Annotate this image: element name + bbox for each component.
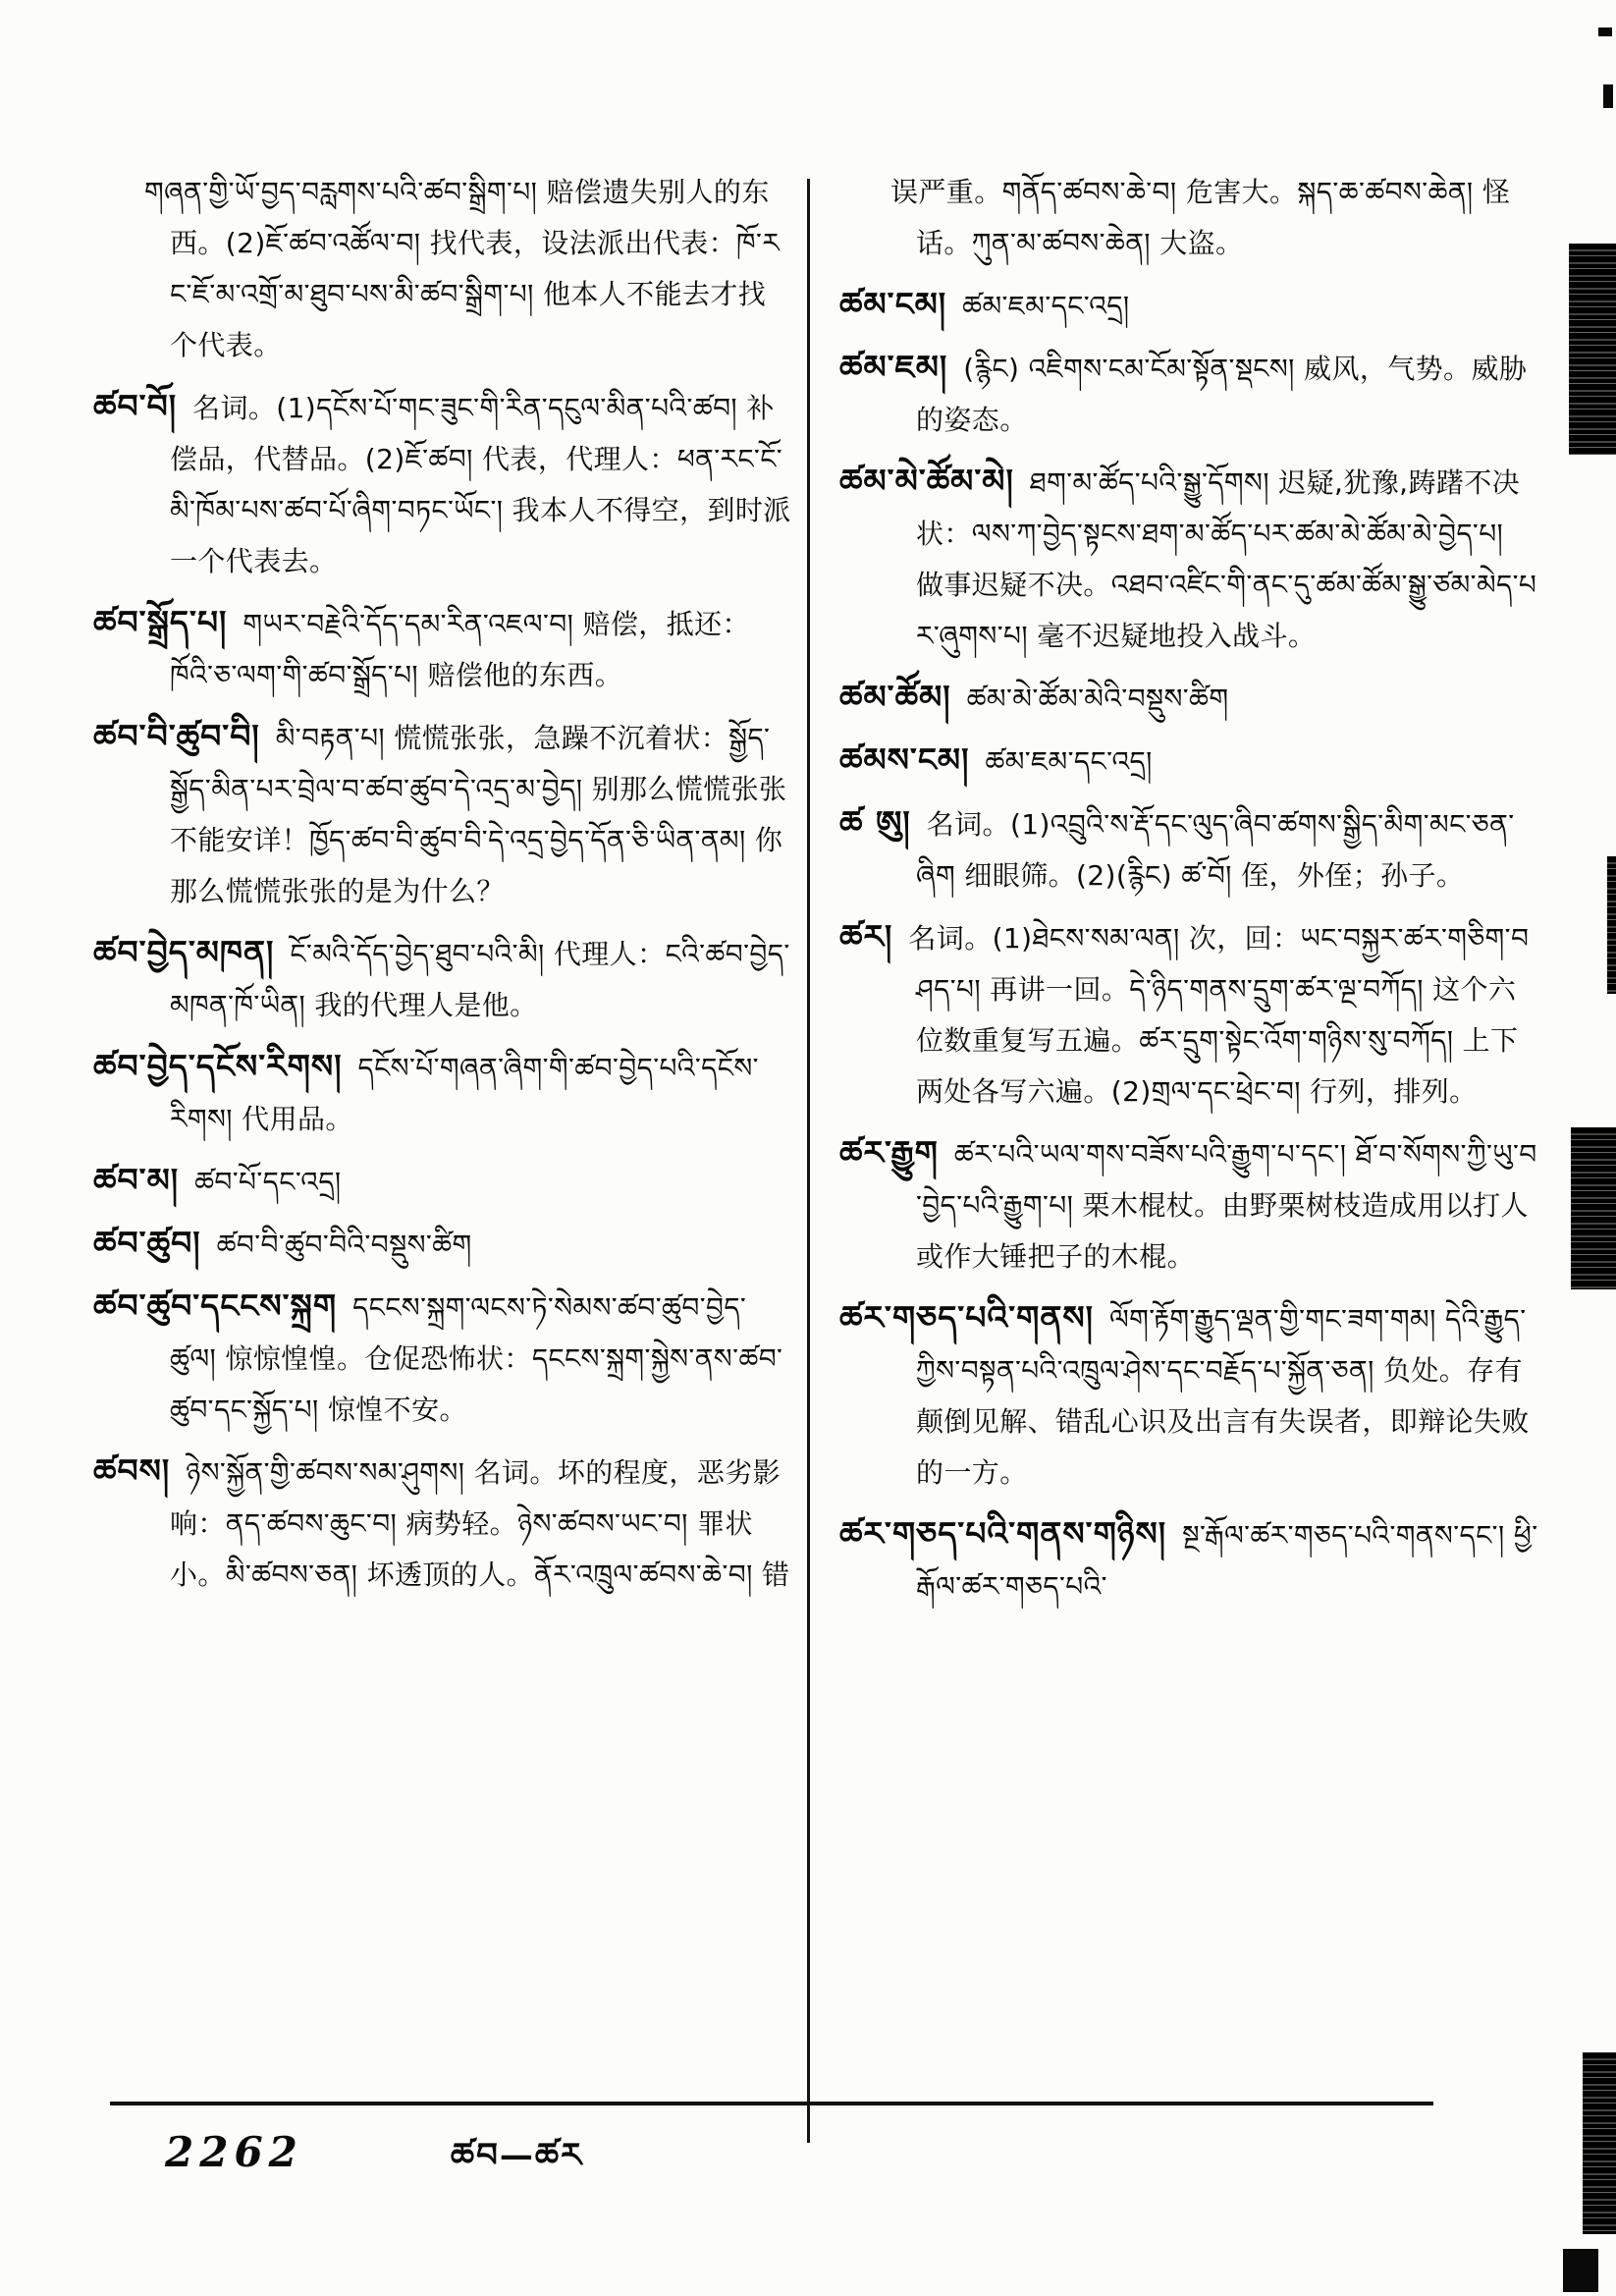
dictionary-entry	[93, 1446, 792, 1601]
entry-headword: ཚར་གཅད་པའི་གནས་གཉིས།	[839, 1514, 1167, 1553]
dictionary-entry	[839, 797, 1538, 902]
dictionary-entry	[93, 1281, 792, 1436]
entry-body: གཡར་བརྗེའི་དོད་དམ་རིན་འཇལ་བ། 赔偿，抵还：ཁོའི་ཅ་ལག་གི་ཚབ་སྒྲོད་པ། 赔偿他的东西。	[170, 608, 750, 691]
entry-headword: ཚབ་བྱེད་དངོས་རིགས།	[93, 1047, 343, 1085]
entry-body: ཐག་མ་ཚོད་པའི་སྒྱུ་དོགས། 迟疑,犹豫,踌躇不决状：ལས་ཀ་བྱེད་སྟངས་ཐག་མ་ཚོད་པར་ཚམ་མེ་ཚོམ་མེ་བྱེད་པ། 做事迟疑不决。འཐབ་འཛིང་གི་ནང་དུ་ཚམ་ཚོམ་སྒྱུ་ཙམ་མེད་པར་ཞུགས་པ། 毫不迟疑地投入战斗。	[916, 466, 1537, 652]
entry-body: ཚར་པའི་ཡལ་གས་བཟོས་པའི་རྒྱུག་པ་དང་། ཐོ་བ་སོགས་ཀྱི་ཡུ་བ་བྱེད་པའི་རྒྱུག་པ། 栗木棍杖。由野栗树枝造成用以打人或作大锤把子的木棍。	[916, 1138, 1537, 1273]
dictionary-entry	[93, 381, 792, 587]
scan-artifact	[1607, 856, 1616, 994]
dictionary-entry	[93, 597, 792, 701]
entry-headword: ཚམ་ཚོམ།	[839, 678, 951, 716]
entry-headword: ཚ ཨུ།	[839, 803, 911, 842]
dictionary-entry	[93, 927, 792, 1031]
scan-artifact	[1583, 2052, 1616, 2234]
entry-headword: ཚབ་མ།	[93, 1161, 180, 1199]
dictionary-entry	[839, 911, 1538, 1118]
page-number: 2262	[165, 2128, 303, 2176]
entry-body: 误严重。གནོད་ཚབས་ཆེ་བ། 危害大。སྐད་ཆ་ཚབས་ཆེན། 怪话。ཀུན་མ་ཚབས་ཆེན། 大盗。	[890, 176, 1511, 259]
entry-body: སྔ་རྒོལ་ཚར་གཅད་པའི་གནས་དང་། ཕྱི་རྒོལ་ཚར་གཅད་པའི་	[916, 1519, 1538, 1603]
dictionary-entry	[839, 672, 1538, 725]
entry-headword: ཚབས།	[93, 1451, 171, 1490]
entry-body: 名词。(1)འབྲུའི་ས་རྡོ་དང་ལུད་ཞིབ་ཚགས་སྒྱིད་མིག་མང་ཅན་ཞིག 细眼筛。(2)(རྙིང) ཚ་བོ། 侄，外侄；孙子。	[916, 808, 1515, 892]
footer-rule	[110, 2102, 1433, 2105]
entry-headword: ཚམས་ངམ།	[839, 740, 970, 779]
entry-body: ཚམ་ཇམ་དང་འདྲ།	[985, 745, 1153, 778]
scan-artifact	[1603, 84, 1613, 108]
entry-headword: ཚར་གཅད་པའི་གནས།	[839, 1298, 1094, 1337]
dictionary-entry	[839, 456, 1538, 662]
dictionary-entry	[93, 1155, 792, 1208]
left-column	[93, 165, 792, 1622]
entry-body: (རྙིང) འཇིགས་ངམ་ངོམ་སྟོན་སྡངས། 威风，气势。威胁的姿态。	[916, 353, 1528, 436]
entry-headword: ཚབ་བི་ཚུབ་བི།	[93, 717, 260, 755]
entry-body: མི་བརྟན་པ། 慌慌张张，急躁不沉着状：སྒྱོད་སྒྱོད་མིན་པར་བྲེལ་བ་ཚབ་ཚུབ་དེ་འདྲ་མ་བྱེད། 别那么慌慌张张不能安详！ཁྱོད་ཚབ་བི་ཚུབ་བི་དེ་འདྲ་བྱེད་དོན་ཅི་ཡིན་ནམ། 你那么慌慌张张的是为什么？	[170, 722, 787, 907]
dictionary-entry	[839, 279, 1538, 332]
dictionary-entry	[93, 1041, 792, 1145]
column-divider-line	[807, 179, 810, 2143]
entry-headword: ཚར་རྒྱུག	[839, 1133, 939, 1172]
entry-headword: ཚམ་ངམ།	[839, 285, 947, 323]
entry-headword: ཚབ་བོ།	[93, 387, 178, 425]
entry-body: ངོ་མའི་དོད་བྱེད་ཐུབ་པའི་མི། 代理人：ངའི་ཚབ་བྱེད་མཁན་ཁོ་ཡིན། 我的代理人是他。	[170, 938, 790, 1021]
entry-body: དངོས་པོ་གཞན་ཞིག་གི་ཚབ་བྱེད་པའི་དངོས་རིགས། 代用品。	[170, 1052, 759, 1135]
dictionary-entry	[839, 735, 1538, 788]
dictionary-entry	[839, 1292, 1538, 1499]
dictionary-entry	[839, 1127, 1538, 1283]
entry-body: དངངས་སྐྲག་ལངས་ཏེ་སེམས་ཚབ་ཚུབ་བྱེད་ཚུལ། 惊惊惶惶。仓促恐怖状：དངངས་སྐྲག་སྐྱེས་ནས་ཚབ་ཚུབ་དང་སྐྱོད་པ། 惊惶不安。	[170, 1291, 783, 1426]
dictionary-entry	[93, 165, 792, 371]
page-footer	[165, 2117, 583, 2212]
entry-body: གཞན་གྱི་ཡོ་བྱད་བརླགས་པའི་ཚབ་སྒྲིག་པ། 赔偿遗失别人的东西。(2)ཇོ་ཚབ་འཚོལ་བ། 找代表，设法派出代表：ཁོ་རང་ཇོ་མ་འགྲོ་མ་ཐུབ་པས་མི་ཚབ་སྒྲིག་པ། 他本人不能去才找个代表。	[144, 176, 781, 361]
scan-artifact	[1598, 27, 1612, 36]
dictionary-entry	[839, 1508, 1538, 1613]
entry-headword: ཚར།	[839, 917, 893, 956]
entry-body: ཚམ་ཇམ་དང་འདྲ།	[962, 290, 1130, 322]
entry-body: ཉེས་སྐྱོན་གྱི་ཚབས་སམ་ཤུགས། 名词。坏的程度，恶劣影响：ནད་ཚབས་ཆུང་བ། 病势轻。ཉེས་ཚབས་ཡང་བ། 罪状小。མི་ཚབས་ཅན། 坏透顶的人。ནོར་འཁྲུལ་ཚབས་ཆེ་བ། 错	[170, 1456, 790, 1591]
dictionary-entry	[839, 342, 1538, 446]
entry-headword: ཚབ་ཚུབ།	[93, 1224, 201, 1262]
entry-body: ཚབ་པོ་དང་འདྲ།	[194, 1166, 342, 1198]
entry-body: 名词。(1)ཐེངས་སམ་ལན། 次，回：ཡང་བསྐྱར་ཚར་གཅིག་བཤད་པ། 再讲一回。དེ་ཉིད་གནས་དྲུག་ཚར་ལྔ་བཀོད། 这个六位数重复写五遍。ཚར་དྲུག་སྟེང་འོག་གཉིས་སུ་བཀོད། 上下两处各写六遍。(2)གྲལ་དང་ཕྲེང་བ། 行列，排列。	[908, 922, 1530, 1108]
dictionary-entry	[93, 1218, 792, 1271]
dictionary-entry	[839, 165, 1538, 269]
scan-artifact	[1569, 244, 1616, 455]
entry-headword: ཚབ་བྱེད་མཁན།	[93, 933, 275, 971]
section-range: ཚབ—ཚར	[450, 2136, 584, 2175]
dictionary-entry	[93, 711, 792, 917]
entry-body: 名词。(1)དངོས་པོ་གང་ཟུང་གི་རིན་དངུལ་མིན་པའི་ཚབ། 补偿品，代替品。(2)ཇོ་ཚབ། 代表，代理人：ཕན་རང་ངོ་མི་ཁོམ་པས་ཚབ་པོ་ཞིག་བཏང་ཡོང་། 我本人不得空，到时派一个代表去。	[170, 392, 791, 577]
entry-body: ཚམ་མེ་ཚོམ་མེའི་བསྡུས་ཚིག	[966, 683, 1229, 715]
scan-artifact	[1571, 1127, 1616, 1289]
entry-headword: ཚབ་སྒྲོད་པ།	[93, 603, 228, 641]
text-columns	[93, 165, 1558, 1622]
entry-headword: ཚམ་མེ་ཚོམ་མེ།	[839, 462, 1014, 500]
scan-artifact	[1563, 2249, 1598, 2292]
entry-body: ལོག་རྟོག་རྒྱུད་ལྡན་གྱི་གང་ཟག་གམ། དེའི་རྒྱུད་ཀྱིས་བསྟན་པའི་འཁྲུལ་ཤེས་དང་བརྗོད་པ་སྐྱོན་ཅན། 负处。存有颠倒见解、错乱心识及出言有失误者，即辩论失败的一方。	[916, 1303, 1530, 1489]
entry-body: ཚབ་བི་ཚུབ་བིའི་བསྡུས་ཚིག	[216, 1229, 472, 1261]
entry-headword: ཚམ་ཇམ།	[839, 348, 948, 386]
right-column	[839, 165, 1538, 1622]
entry-headword: ཚབ་ཚུབ་དངངས་སྐྲག	[93, 1286, 338, 1325]
